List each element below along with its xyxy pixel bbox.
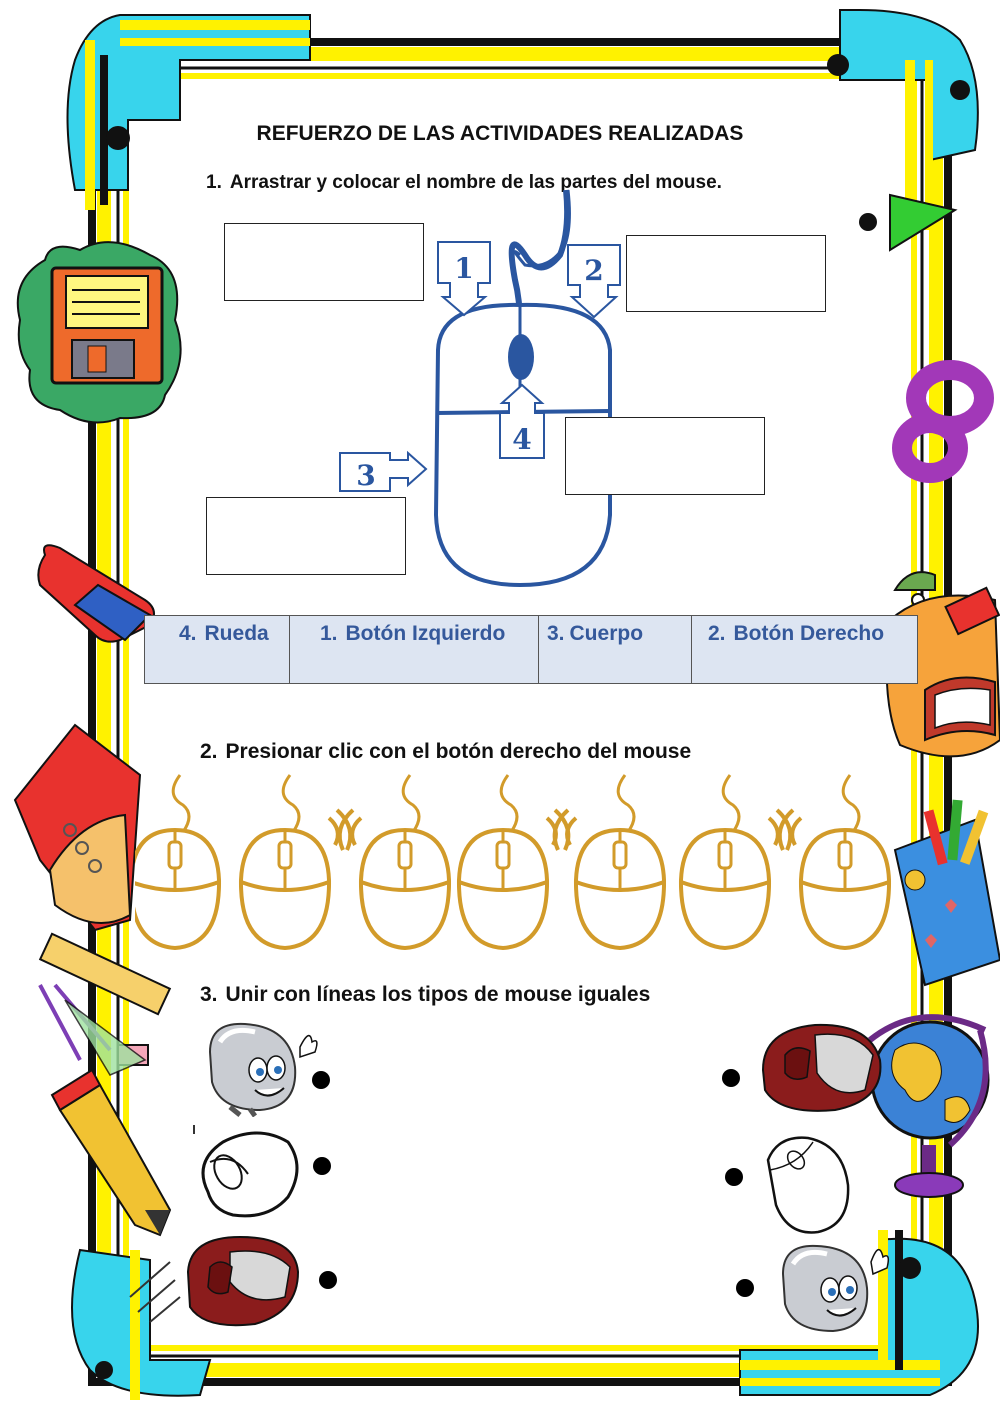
- callout-2: [568, 245, 620, 317]
- red-mouse-left[interactable]: [120, 1212, 310, 1337]
- option-label: Botón Izquierdo: [345, 622, 506, 645]
- callout-3-number: 3: [356, 459, 376, 492]
- drop-box-1[interactable]: [224, 223, 424, 301]
- option-rueda[interactable]: [145, 616, 290, 683]
- question-3-number: 3.: [200, 983, 218, 1006]
- callout-1: [438, 242, 490, 315]
- outline-mouse-right[interactable]: [758, 1130, 858, 1240]
- red-mouse-right[interactable]: [755, 1015, 890, 1115]
- option-number: 2.: [708, 622, 726, 645]
- gold-mouse-1[interactable]: [135, 775, 219, 948]
- option-label: Rueda: [204, 622, 269, 645]
- option-number: 3.: [547, 622, 565, 645]
- question-2-text: Presionar clic con el botón derecho del mouse: [225, 740, 692, 763]
- question-3-text: Unir con líneas los tipos de mouse iguales: [225, 983, 651, 1006]
- gold-mouse-row: [135, 770, 895, 960]
- folder-icon: [15, 725, 140, 930]
- cartoon-mouse-right[interactable]: [775, 1232, 895, 1337]
- option-label: Cuerpo: [569, 622, 644, 645]
- match-dot-left-1[interactable]: [312, 1071, 330, 1089]
- match-dot-right-1[interactable]: [722, 1069, 740, 1087]
- option-cuerpo[interactable]: [539, 616, 692, 683]
- match-dot-right-3[interactable]: [736, 1279, 754, 1297]
- callout-1-number: 1: [454, 252, 474, 285]
- match-dot-right-2[interactable]: [725, 1168, 743, 1186]
- match-dot-left-3[interactable]: [319, 1271, 337, 1289]
- option-number: 4.: [179, 622, 197, 645]
- option-number: 1.: [320, 622, 338, 645]
- question-1-text: Arrastrar y colocar el nombre de las partes del mouse.: [229, 172, 722, 193]
- cartoon-mouse-left[interactable]: [200, 1012, 325, 1117]
- question-1-number: 1.: [206, 172, 222, 193]
- drop-box-2[interactable]: [626, 235, 826, 312]
- gold-mouse-2[interactable]: [241, 775, 350, 948]
- gold-mouse-4[interactable]: [459, 775, 568, 948]
- mouse-wheel: [508, 334, 534, 380]
- drop-box-4[interactable]: [565, 417, 765, 495]
- gold-mouse-5[interactable]: [555, 775, 664, 948]
- callout-3: [340, 453, 426, 492]
- callout-2-number: 2: [584, 254, 604, 287]
- floppy-disk-icon: [18, 242, 181, 422]
- option-boton-derecho[interactable]: [692, 616, 917, 683]
- question-3-heading: [200, 983, 650, 1007]
- gold-mouse-3[interactable]: [340, 775, 449, 948]
- gold-mouse-7[interactable]: [780, 775, 889, 948]
- gold-mouse-6[interactable]: [681, 775, 790, 948]
- outline-mouse-left[interactable]: [188, 1122, 308, 1222]
- option-bank: [144, 615, 918, 684]
- page-title: REFUERZO DE LAS ACTIVIDADES REALIZADAS: [256, 122, 744, 145]
- question-2-number: 2.: [200, 740, 218, 763]
- option-label: Botón Derecho: [733, 622, 885, 645]
- eraser-icon: [38, 545, 154, 641]
- option-boton-izquierdo[interactable]: [290, 616, 539, 683]
- drop-box-3[interactable]: [206, 497, 406, 575]
- match-dot-left-2[interactable]: [313, 1157, 331, 1175]
- callout-4-number: 4: [512, 423, 532, 456]
- question-2-heading: [200, 740, 691, 764]
